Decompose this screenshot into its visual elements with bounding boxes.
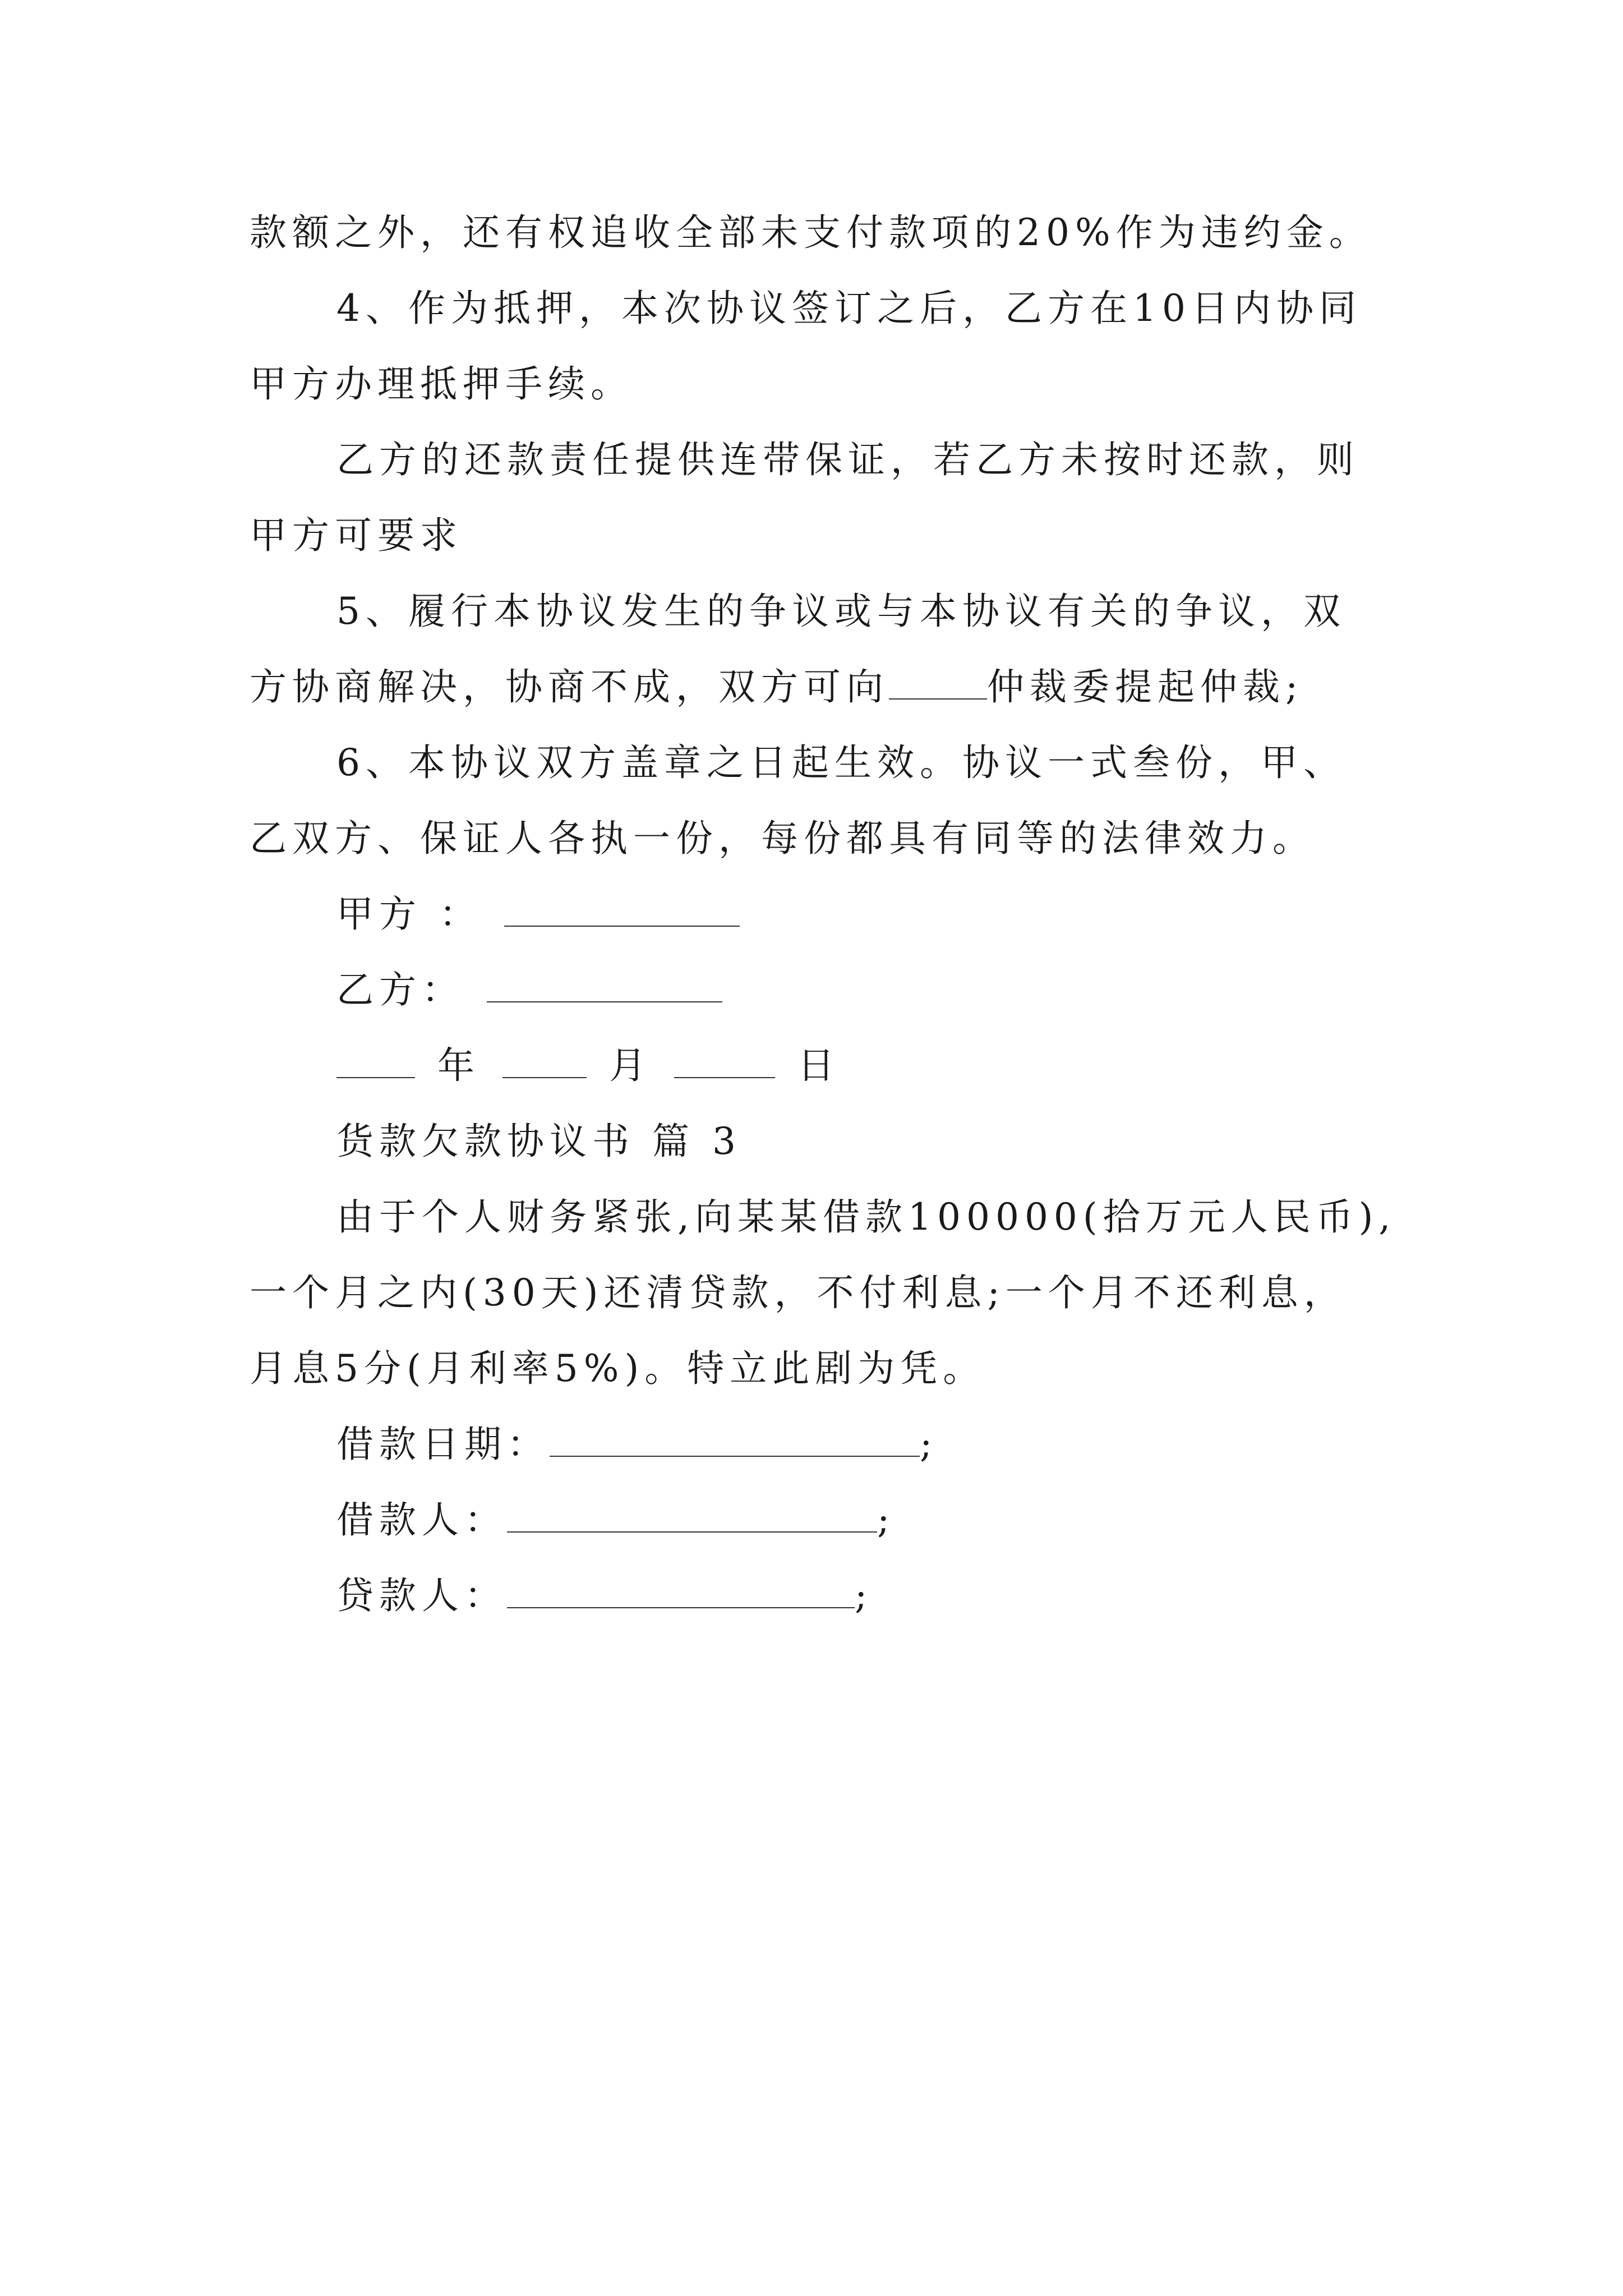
borrower-field: [336, 1498, 895, 1543]
borrower-blank: [507, 1500, 877, 1533]
paragraph-text: 仲裁委提起仲裁;: [987, 665, 1304, 708]
paragraph-line: 月息5分(月利率5%)。特立此剧为凭。: [250, 1347, 986, 1390]
terminator: ;: [855, 1574, 873, 1617]
party-a-label: 甲方 ：: [336, 892, 482, 936]
borrower-label: 借款人：: [336, 1498, 507, 1542]
lender-field: [336, 1573, 873, 1618]
party-b-label: 乙方：: [336, 968, 464, 1011]
month-blank: [502, 1046, 587, 1078]
paragraph-line: 乙方的还款责任提供连带保证，若乙方未按时还款，则: [336, 438, 1359, 481]
section-title: 货款欠款协议书 篇 3: [336, 1120, 741, 1163]
loan-date-label: 借款日期：: [336, 1423, 550, 1466]
paragraph-line: 4、作为抵押，本次协议签订之后，乙方在10日内协同: [336, 287, 1362, 330]
paragraph-line: 5、履行本协议发生的争议或与本协议有关的争议，双: [336, 590, 1346, 633]
lender-label: 贷款人：: [336, 1574, 507, 1617]
lender-blank: [507, 1576, 855, 1608]
paragraph-text: 方协商解决，协商不成，双方可向: [250, 665, 889, 708]
paragraph-line: 甲方可要求: [250, 514, 463, 557]
paragraph-line: 甲方办理抵押手续。: [250, 362, 633, 406]
paragraph-line: 6、本协议双方盖章之日起生效。协议一式叁份，甲、: [336, 741, 1346, 784]
loan-date-field: [336, 1422, 938, 1467]
month-label: 月: [609, 1044, 652, 1087]
terminator: ;: [877, 1498, 896, 1542]
paragraph-line: 乙双方、保证人各执一份，每份都具有同等的法律效力。: [250, 817, 1315, 860]
paragraph-line: [250, 665, 1303, 710]
year-label: 年: [437, 1044, 480, 1087]
paragraph-line: 款额之外，还有权追收全部未支付款项的20%作为违约金。: [250, 211, 1372, 254]
day-blank: [674, 1046, 775, 1078]
year-blank: [336, 1046, 415, 1078]
arbitration-blank: [889, 667, 987, 700]
terminator: ;: [920, 1423, 938, 1466]
party-a-signature: [336, 892, 740, 937]
loan-date-blank: [550, 1424, 920, 1457]
party-b-blank: [487, 970, 722, 1002]
date-line: [336, 1043, 840, 1088]
paragraph-line: 一个月之内(30天)还清贷款，不付利息;一个月不还利息，: [250, 1271, 1347, 1314]
day-label: 日: [797, 1044, 840, 1087]
party-a-blank: [504, 894, 740, 927]
party-b-signature: [336, 968, 722, 1013]
paragraph-line: 由于个人财务紧张,向某某借款100000(拾万元人民币),: [336, 1195, 1396, 1239]
